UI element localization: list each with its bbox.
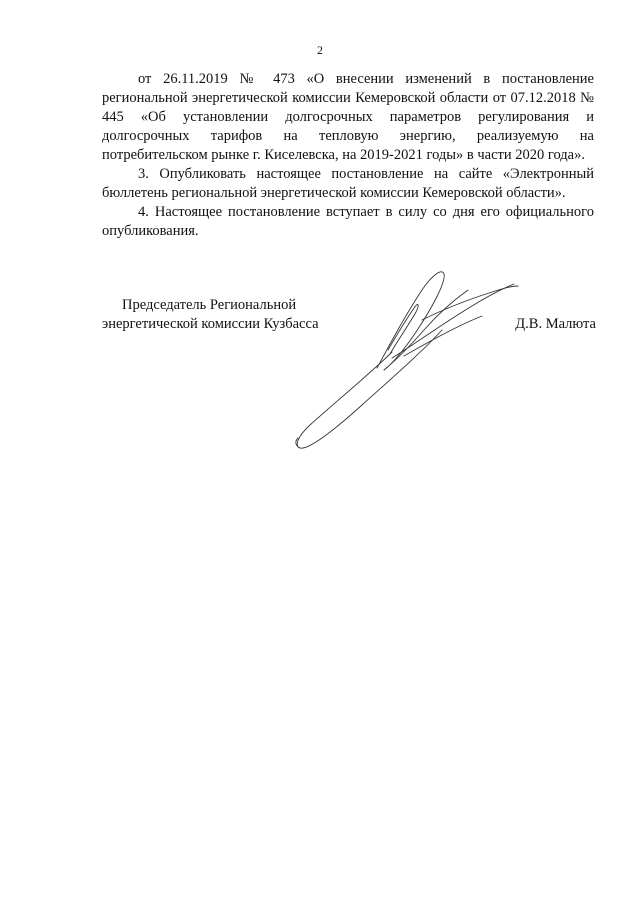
handwritten-signature bbox=[292, 260, 532, 460]
signatory-name: Д.В. Малюта bbox=[515, 316, 596, 332]
signature-block bbox=[102, 296, 596, 436]
paragraph-continuation: от 26.11.2019 № 473 «О внесении изменений в постановление региональной энергетической комиссии Кемеровской области от 07.12.2018 № 445 «Об установлении долгосрочных параметров регулирования и долгосрочных тарифов на тепловую энергию, реализуемую на потребительском рынке г. Киселевска, на 2019-2021 годы» в части 2020 года». bbox=[102, 71, 594, 163]
signatory-title-line1: Председатель Региональной bbox=[122, 297, 297, 313]
page-number: 2 bbox=[317, 43, 323, 57]
signatory-title-line2: энергетической комиссии Кузбасса bbox=[102, 316, 319, 332]
document-body bbox=[102, 70, 594, 241]
paragraph-3-publish: 3. Опубликовать настоящее постановление на сайте «Электронный бюллетень региональной энергетической комиссии Кемеровской области». bbox=[102, 166, 594, 201]
signatory-title bbox=[102, 296, 319, 334]
paragraph-4-effective: 4. Настоящее постановление вступает в силу со дня его официального опубликования. bbox=[102, 204, 594, 239]
